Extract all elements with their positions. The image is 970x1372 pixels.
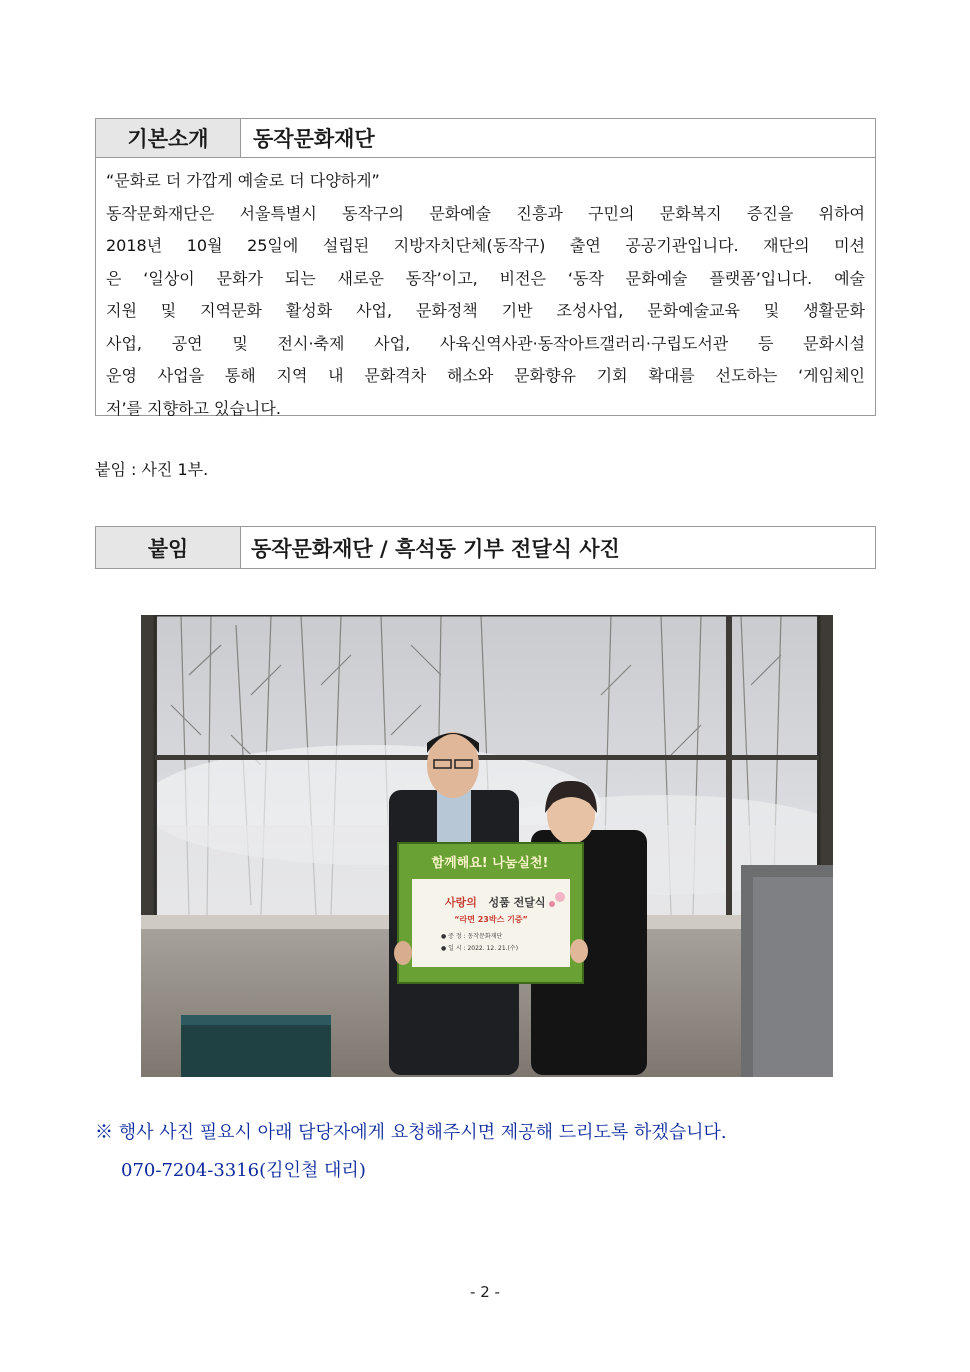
sign-top-text: 함께해요! 나눔실천!	[431, 856, 549, 871]
intro-title: 동작문화재단	[253, 127, 375, 151]
intro-line: 은 ‘일상이 문화가 되는 새로운 동작’이고, 비전은 ‘동작 문화예술 플랫폼’입니다. 예술	[106, 268, 865, 288]
intro-label: 기본소개	[96, 119, 241, 157]
intro-header	[96, 119, 875, 158]
intro-slogan: “문화로 더 가깝게 예술로 더 다양하게”	[106, 171, 380, 190]
page-number: - 2 -	[470, 1283, 500, 1301]
sign-subtitle: “라면 23박스 기증”	[454, 915, 528, 924]
intro-line: 사업, 공연 및 전시·축제 사업, 사육신역사관·동작아트갤러리·구립도서관 등 문화시설	[106, 333, 865, 353]
event-photo	[141, 615, 833, 1077]
attachment-label: 붙임	[96, 527, 241, 568]
notice-contact: 070-7204-3316(김인철 대리)	[121, 1160, 366, 1181]
intro-line: 2018년 10월 25일에 설립된 지방자치단체(동작구) 출연 공공기관입니다. 재단의 미션	[106, 236, 865, 255]
notice-line1: ※ 행사 사진 필요시 아래 담당자에게 요청해주시면 제공해 드리도록 하겠습니다.	[95, 1122, 727, 1143]
attachment-title: 동작문화재단 / 흑석동 기부 전달식 사진	[251, 536, 620, 561]
attachment-box	[95, 526, 876, 569]
sign-title-b: 성품 전달식	[488, 896, 546, 909]
intro-line: 저’를 지향하고 있습니다.	[106, 398, 281, 418]
intro-line: 운영 사업을 통해 지역 내 문화격차 해소와 문화향유 기회 확대를 선도하는 ‘게임체인	[106, 366, 865, 385]
sign-title-a: 사랑의	[445, 896, 477, 909]
intro-body	[106, 165, 865, 425]
sign-row2: ● 일 시 : 2022. 12. 21.(수)	[441, 945, 519, 952]
attachment-note: 붙임 : 사진 1부.	[95, 460, 209, 479]
sign-row1: ● 증 정 : 동작문화재단	[441, 933, 503, 940]
intro-line: 지원 및 지역문화 활성화 사업, 문화정책 기반 조성사업, 문화예술교육 및 생활문화	[106, 301, 865, 320]
intro-line: 동작문화재단은 서울특별시 동작구의 문화예술 진흥과 구민의 문화복지 증진을 위하여	[106, 203, 865, 223]
intro-box	[95, 118, 876, 416]
